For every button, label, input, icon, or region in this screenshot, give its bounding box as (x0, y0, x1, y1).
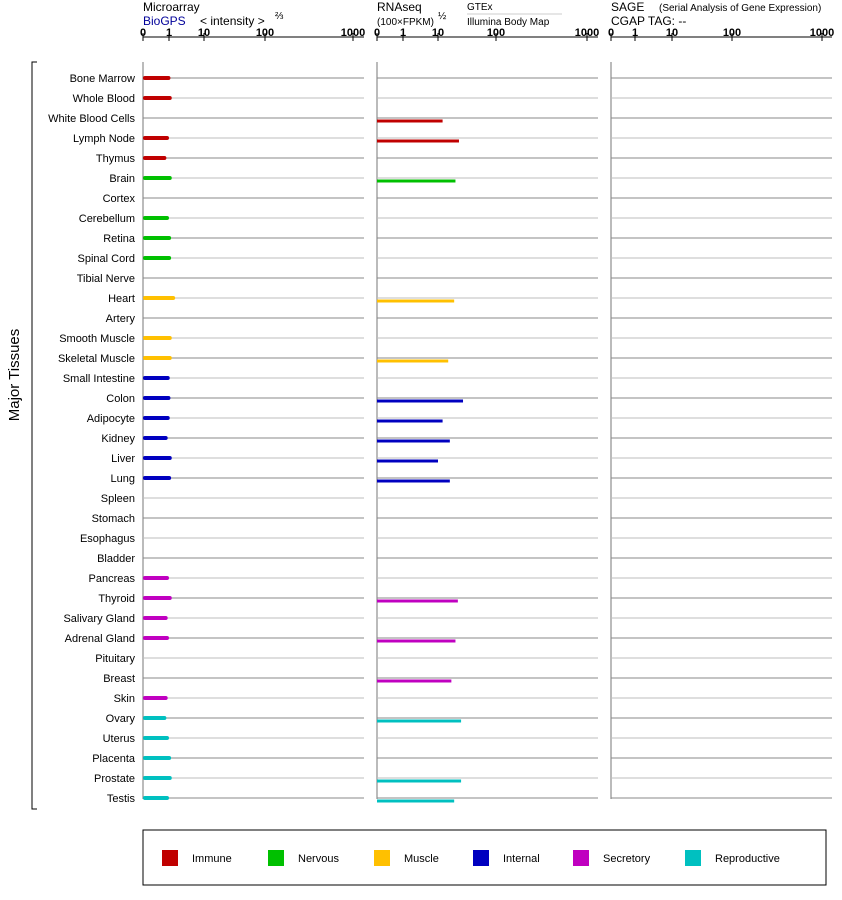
tissue-label: Retina (103, 233, 135, 245)
tissue-label: Whole Blood (72, 93, 135, 105)
tissue-label: Uterus (102, 733, 135, 745)
tissue-label: Kidney (101, 433, 135, 445)
ticks-layer (140, 27, 834, 41)
grid-layer (143, 62, 832, 799)
tissue-label: Thyroid (98, 593, 135, 605)
microarray-tick-label: 1000 (340, 27, 366, 39)
rnaseq-tick-label: 0 (373, 27, 381, 39)
sage-tick-label: 1000 (809, 27, 835, 39)
biogps-link[interactable]: BioGPS (143, 14, 186, 28)
tissue-label: Tibial Nerve (76, 273, 135, 285)
legend (162, 850, 780, 866)
tissue-label: Heart (108, 293, 135, 305)
tissue-label: Pancreas (88, 573, 135, 585)
gtex-label: GTEx (467, 2, 493, 13)
tissue-label: Adrenal Gland (64, 633, 135, 645)
legend-label-muscle: Muscle (404, 853, 439, 865)
rnaseq-unit: (100×FPKM) (377, 17, 434, 28)
bodymap-label: Illumina Body Map (467, 17, 550, 28)
tissue-label: Adipocyte (86, 413, 135, 425)
tissue-label: Skeletal Muscle (57, 353, 135, 365)
tissue-label: Small Intestine (62, 373, 135, 385)
sage-tick-label: 1 (631, 27, 639, 39)
tissue-label: Thymus (95, 153, 135, 165)
tissue-label: Cortex (102, 193, 135, 205)
tissue-label: White Blood Cells (48, 113, 135, 125)
rnaseq-tick-label: 100 (486, 27, 506, 39)
tissue-label: Prostate (94, 773, 135, 785)
legend-label-immune: Immune (192, 853, 232, 865)
legend-swatch-secretory (573, 850, 589, 866)
legend-label-secretory: Secretory (603, 853, 651, 865)
legend-swatch-internal (473, 850, 489, 866)
tissue-label: Spleen (100, 493, 135, 505)
intensity-label: < intensity > (200, 14, 265, 28)
y-axis-bracket (32, 62, 37, 809)
sage-tick-label: 10 (665, 27, 679, 39)
rnaseq-title: RNAseq (377, 0, 422, 14)
tissue-label: Placenta (92, 753, 135, 765)
tissue-label: Liver (111, 453, 135, 465)
tissue-label: Salivary Gland (63, 613, 135, 625)
legend-label-nervous: Nervous (298, 853, 339, 865)
bars-layer (145, 78, 463, 801)
tissue-label: Lymph Node (73, 133, 135, 145)
legend-swatch-reproductive (685, 850, 701, 866)
tissue-label: Brain (109, 173, 135, 185)
sage-tick-label: 0 (607, 27, 615, 39)
tissue-label: Ovary (105, 713, 135, 725)
tissue-label: Bladder (97, 553, 135, 565)
tissue-label: Pituitary (95, 653, 135, 665)
microarray-tick-label: 100 (255, 27, 275, 39)
y-axis-title: Major Tissues (6, 328, 23, 422)
sage-tick-label: 100 (722, 27, 742, 39)
tissue-label: Bone Marrow (69, 73, 135, 85)
tissue-label: Stomach (91, 513, 135, 525)
tissue-label: Lung (110, 473, 135, 485)
tissue-label: Spinal Cord (77, 253, 135, 265)
tissue-label: Esophagus (79, 533, 135, 545)
tissue-label: Skin (113, 693, 135, 705)
tissue-label: Smooth Muscle (59, 333, 135, 345)
tissue-label: Colon (106, 393, 135, 405)
legend-swatch-immune (162, 850, 178, 866)
intensity-exponent: ⅔ (275, 11, 284, 22)
microarray-title: Microarray (143, 0, 200, 14)
legend-swatch-nervous (268, 850, 284, 866)
legend-label-reproductive: Reproductive (715, 853, 780, 865)
legend-label-internal: Internal (503, 853, 540, 865)
rnaseq-tick-label: 1000 (574, 27, 600, 39)
legend-swatch-muscle (374, 850, 390, 866)
microarray-tick-label: 0 (139, 27, 147, 39)
rnaseq-tick-label: 1 (399, 27, 407, 39)
tissue-label: Cerebellum (78, 213, 135, 225)
cgap-tag: CGAP TAG: -- (611, 14, 687, 28)
tissue-label: Artery (105, 313, 135, 325)
sage-title: SAGE (611, 0, 645, 14)
tissue-label: Testis (106, 793, 135, 805)
rnaseq-tick-label: 10 (431, 27, 445, 39)
microarray-tick-label: 10 (197, 27, 211, 39)
microarray-tick-label: 1 (165, 27, 173, 39)
rnaseq-unit-exponent: ½ (438, 11, 447, 22)
sage-subtitle: (Serial Analysis of Gene Expression) (659, 3, 822, 14)
tissue-label: Breast (103, 673, 135, 685)
tissue-labels (48, 73, 136, 805)
